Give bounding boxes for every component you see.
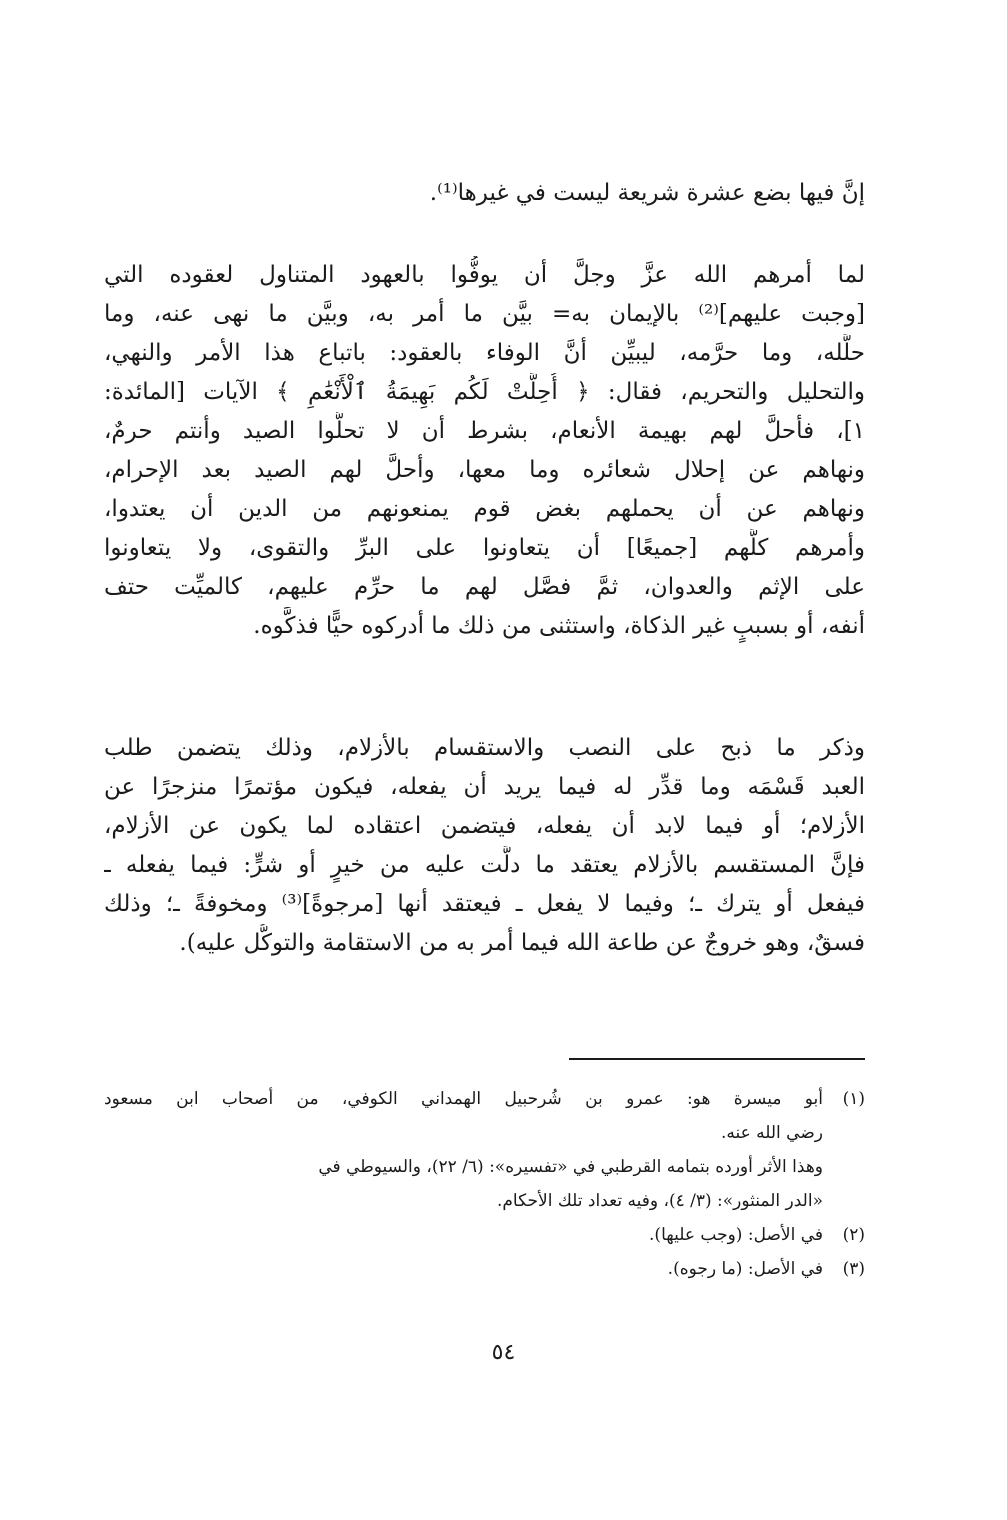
text-line: والتحليل والتحريم، فقال: ﴿ أُحِلَّتْ لَكُم بَهِيمَةُ ٱلْأَنْعَٰمِ ﴾ الآيات [المائدة: — [104, 379, 865, 405]
text-line: فسقٌ، وهو خروجٌ عن طاعة الله فيما أمر به من الاستقامة والتوكُّل عليه). — [179, 930, 865, 956]
text-line: العبد قَسْمَه وما قدِّر له فيما يريد أن يفعله، فيكون مؤتمرًا منزجرًا عن — [104, 774, 865, 800]
text-line: الأزلام؛ أو فيما لابد أن يفعله، فيتضمن اعتقاده لما يكون عن الأزلام، — [104, 813, 865, 839]
footnote-3 — [104, 1252, 865, 1286]
text-line: [وجبت عليهم]⁽²⁾ بالإيمان به= بيَّن ما أمر به، وبيَّن ما نهى عنه، وما — [104, 301, 865, 327]
footnote-number: (٣) — [842, 1259, 865, 1279]
text-line: حلَّله، وما حرَّمه، ليبيِّن أنَّ الوفاء بالعقود: باتباع هذا الأمر والنهي، — [104, 340, 865, 366]
footnote-text: أبو ميسرة هو: عمرو بن شُرحبيل الهمداني الكوفي، من أصحاب ابن مسعود — [104, 1089, 823, 1109]
paragraph-2 — [104, 256, 865, 646]
text-line: فإنَّ المستقسم بالأزلام يعتقد ما دلَّت عليه من خيرٍ أو شرٍّ: فيما يفعله ـ — [104, 852, 865, 878]
footnote-2 — [104, 1218, 865, 1252]
text-line: ١]، فأحلَّ لهم بهيمة الأنعام، بشرط أن لا تحلُّوا الصيد وأنتم حرمٌ، — [104, 418, 865, 444]
footnote-number: (٢) — [842, 1225, 865, 1245]
footnote-1-note-continuation: «الدر المنثور»: (٣/ ٤)، وفيه تعداد تلك الأحكام. — [497, 1191, 823, 1211]
footnote-separator — [569, 1058, 865, 1060]
paragraph-1 — [104, 174, 865, 213]
text-line: إنَّ فيها بضع عشرة شريعة ليست في غيرها⁽¹⁾. — [429, 180, 865, 206]
footnote-text: في الأصل: (ما رجوه). — [667, 1259, 823, 1279]
text-line: وأمرهم كلَّهم [جميعًا] أن يتعاونوا على البرِّ والتقوى، ولا يتعاونوا — [104, 535, 865, 561]
footnote-number: (١) — [842, 1089, 865, 1109]
text-line: فيفعل أو يترك ـ؛ وفيما لا يفعل ـ فيعتقد أنها [مرجوةً]⁽³⁾ ومخوفةً ـ؛ وذلك — [104, 891, 865, 917]
text-line: ونهاهم عن أن يحملهم بغض قوم يمنعونهم من الدين أن يعتدوا، — [104, 496, 865, 522]
text-line: ونهاهم عن إحلال شعائره وما معها، وأحلَّ لهم الصيد بعد الإحرام، — [104, 457, 865, 483]
footnote-1-note: وهذا الأثر أورده بتمامه القرطبي في «تفسيره»: (٦/ ٢٢)، والسيوطي في — [318, 1157, 823, 1177]
text-line: أنفه، أو بسببٍ غير الذكاة، واستثنى من ذلك ما أدركوه حيًّا فذكَّوه. — [253, 613, 865, 639]
paragraph-3 — [104, 729, 865, 963]
footnote-text: في الأصل: (وجب عليها). — [649, 1225, 823, 1245]
page-number: ٥٤ — [491, 1340, 516, 1365]
footnote-1 — [104, 1082, 865, 1116]
text-line: وذكر ما ذبح على النصب والاستقسام بالأزلام، وذلك يتضمن طلب — [104, 735, 865, 761]
footnotes — [104, 1082, 865, 1286]
text-line: لما أمرهم الله عزَّ وجلَّ أن يوفُّوا بالعهود المتناول لعقوده التي — [104, 262, 865, 288]
text-line: على الإثم والعدوان، ثمَّ فصَّل لهم ما حرِّم عليهم، كالميِّت حتف — [104, 574, 865, 600]
footnote-1-continuation: رضي الله عنه. — [720, 1123, 823, 1143]
